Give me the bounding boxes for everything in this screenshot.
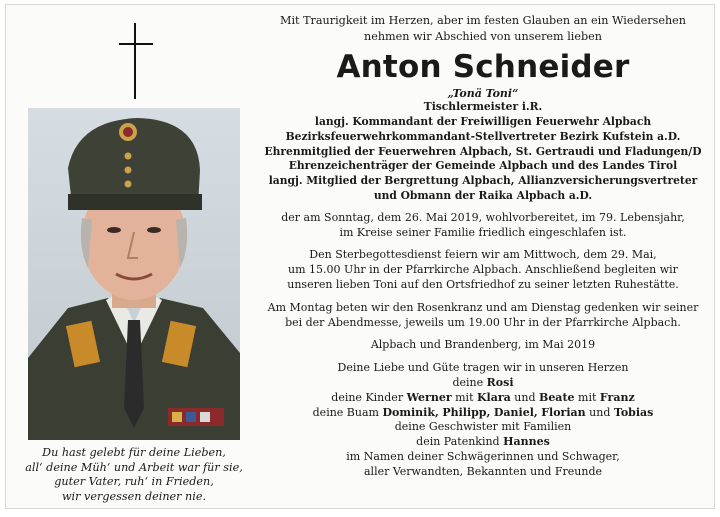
- title-line: und Obmann der Raika Alpbach a.D.: [373, 188, 593, 202]
- title-line: Bezirksfeuerwehrkommandant-Stellvertreter Bezirk Kufstein a.D.: [285, 129, 681, 143]
- title-line: Ehrenmitglied der Feuerwehren Alpbach, St. Gertraudi und Fladungen/D: [264, 144, 702, 158]
- family-line: [252, 435, 714, 450]
- deceased-name: Anton Schneider: [336, 49, 630, 86]
- obituary-page: [5, 4, 715, 509]
- funeral-line: um 15.00 Uhr in der Pfarrkirche Alpbach. Anschließend begleiten wir: [288, 263, 678, 277]
- family-text: deine Buam: [312, 405, 379, 419]
- title-line: Tischlermeister i.R.: [423, 100, 543, 114]
- title-line: langj. Kommandant der Freiwilligen Feuerwehr Alpbach: [314, 114, 652, 128]
- family-text: dein Patenkind: [416, 435, 500, 449]
- family-line: deine Geschwister mit Familien: [394, 420, 572, 434]
- title-line: langj. Mitglied der Bergrettung Alpbach, Allianzversicherungsvertreter: [268, 174, 698, 188]
- family-text: mit: [578, 390, 597, 404]
- death-line: der am Sonntag, dem 26. Mai 2019, wohlvorbereitet, im 79. Lebensjahr,: [281, 210, 685, 224]
- family-list: [252, 361, 714, 479]
- obituary-text: [252, 13, 714, 480]
- funeral-line: unseren lieben Toni auf den Ortsfriedhof zu seiner letzten Ruhestätte.: [287, 277, 679, 291]
- family-member-name: Hannes: [503, 435, 550, 449]
- family-line: aller Verwandten, Bekannten und Freunde: [364, 464, 602, 478]
- family-line: [252, 391, 714, 406]
- death-line: im Kreise seiner Familie friedlich eingeschlafen ist.: [339, 225, 627, 239]
- family-text: mit: [455, 390, 474, 404]
- rosary-line: bei der Abendmesse, jeweils um 19.00 Uhr in der Pfarrkirche Alpbach.: [285, 315, 681, 329]
- memorial-poem: [16, 446, 252, 504]
- family-line: im Namen deiner Schwägerinnen und Schwager,: [346, 449, 620, 463]
- titles-list: [252, 100, 714, 204]
- family-member-name: Daniel: [493, 405, 534, 419]
- family-member-name: Beate: [539, 390, 575, 404]
- place-date: Alpbach und Brandenberg, im Mai 2019: [370, 338, 596, 352]
- rosary-line: Am Montag beten wir den Rosenkranz und am Dienstag gedenken wir seiner: [267, 300, 699, 314]
- nickname: „Tonä Toni“: [447, 87, 519, 101]
- rosary-notice: [252, 301, 714, 331]
- death-notice: [252, 211, 714, 241]
- portrait-photo: [28, 108, 240, 440]
- poem-line: Du hast gelebt für deine Lieben,: [42, 446, 226, 459]
- family-member-name: Florian: [541, 405, 586, 419]
- poem-line: all‘ deine Müh‘ und Arbeit war für sie,: [25, 460, 243, 474]
- family-line: [252, 376, 714, 391]
- intro-text: [252, 13, 714, 44]
- intro-line: nehmen wir Abschied von unserem lieben: [364, 29, 602, 43]
- poem-line: wir vergessen deiner nie.: [61, 489, 207, 503]
- family-text: und: [589, 405, 611, 419]
- family-text: deine Kinder: [331, 390, 404, 404]
- family-member-name: Klara: [477, 390, 511, 404]
- title-line: Ehrenzeichenträger der Gemeinde Alpbach und des Landes Tirol: [288, 159, 678, 173]
- family-member-name: Werner: [406, 390, 452, 404]
- family-line: deine Buam Dominik, Philipp, Daniel, Florian und Tobias: [312, 405, 654, 419]
- family-member-name: Franz: [599, 390, 635, 404]
- family-member-name: Tobias: [613, 405, 654, 419]
- family-member-name: Philipp: [442, 405, 487, 419]
- family-member-name: Rosi: [486, 375, 514, 389]
- funeral-notice: [252, 248, 714, 292]
- funeral-line: Den Sterbegottesdienst feiern wir am Mittwoch, dem 29. Mai,: [309, 248, 657, 262]
- poem-line: guter Vater, ruh‘ in Frieden,: [54, 475, 214, 489]
- family-member-name: Dominik: [382, 405, 435, 419]
- intro-line: Mit Traurigkeit im Herzen, aber im festen Glauben an ein Wiedersehen: [279, 14, 687, 27]
- family-text: und: [514, 390, 536, 404]
- family-text: deine: [452, 375, 484, 389]
- cross-icon: [119, 23, 153, 99]
- family-line: Deine Liebe und Güte tragen wir in unseren Herzen: [337, 361, 629, 375]
